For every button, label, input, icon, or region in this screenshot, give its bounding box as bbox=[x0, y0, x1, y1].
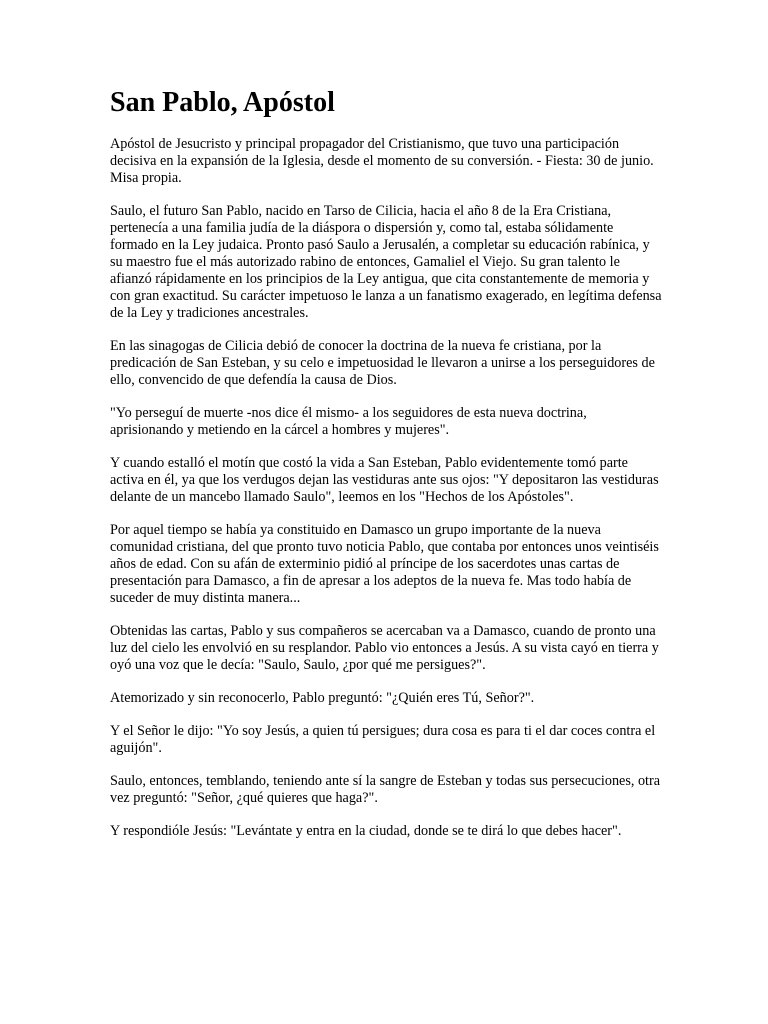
paragraph-esteban: Y cuando estalló el motín que costó la vida a San Esteban, Pablo evidentemente tomó parte activa en él, ya que los verdugos dejan las vestiduras ante sus ojos: "Y depositaron las vestiduras delante de un mancebo llamado Saulo", leemos en los "Hechos de los Apóstoles". bbox=[110, 455, 659, 505]
paragraph-synagogues: En las sinagogas de Cilicia debió de conocer la doctrina de la nueva fe cristiana, por la predicación de San Esteban, y su celo e impetuosidad le llevaron a unirse a los perseguidores de ello, convencido de que defendía la causa de Dios. bbox=[110, 338, 655, 388]
document-page bbox=[110, 86, 662, 856]
paragraph-intro: Apóstol de Jesucristo y principal propagador del Cristianismo, que tuvo una participación decisiva en la expansión de la Iglesia, desde el momento de su conversión. - Fiesta: 30 de junio. Misa propia. bbox=[110, 136, 654, 186]
paragraph-final-reply: Y respondióle Jesús: "Levántate y entra en la ciudad, donde se te dirá lo que debes hacer". bbox=[110, 823, 622, 839]
paragraph-conversion: Obtenidas las cartas, Pablo y sus compañeros se acercaban va a Damasco, cuando de pronto una luz del cielo les envolvió en su resplandor. Pablo vio entonces a Jesús. A su vista cayó en tierra y oyó una voz que le decía: "Saulo, Saulo, ¿por qué me persigues?". bbox=[110, 623, 659, 673]
paragraph-question: Atemorizado y sin reconocerlo, Pablo preguntó: "¿Quién eres Tú, Señor?". bbox=[110, 690, 535, 706]
paragraph-damasco: Por aquel tiempo se había ya constituido en Damasco un grupo importante de la nueva comunidad cristiana, del que pronto tuvo noticia Pablo, que contaba por entonces unos veintiséis años de edad. Con su afán de exterminio pidió al príncipe de los sacerdotes unas cartas de presentación para Damasco, a fin de apresar a los adeptos de la nueva fe. Mas todo había de suceder de muy distinta manera... bbox=[110, 522, 659, 606]
paragraph-lord-reply: Y el Señor le dijo: "Yo soy Jesús, a quien tú persigues; dura cosa es para ti el dar coces contra el aguijón". bbox=[110, 723, 656, 756]
paragraph-second-question: Saulo, entonces, temblando, teniendo ante sí la sangre de Esteban y todas sus persecuciones, otra vez preguntó: "Señor, ¿qué quieres que haga?". bbox=[110, 773, 661, 806]
paragraph-saulo-origins: Saulo, el futuro San Pablo, nacido en Tarso de Cilicia, hacia el año 8 de la Era Cristiana, pertenecía a una familia judía de la diáspora o dispersión y, como tal, estaba sólidamente formado en la Ley judaica. Pronto pasó Saulo a Jerusalén, a completar su educación rabínica, y su maestro fue el más autorizado rabino de entonces, Gamaliel el Viejo. Su gran talento le afianzó rápidamente en los principios de la Ley antigua, que cita constantemente de memoria y con gran exactitud. Su carácter impetuoso le lanza a un fanatismo exagerado, en legítima defensa de la Ley y tradiciones ancestrales. bbox=[110, 203, 662, 321]
page-title: San Pablo, Apóstol bbox=[110, 87, 335, 118]
paragraph-quote-persecution: "Yo perseguí de muerte -nos dice él mismo- a los seguidores de esta nueva doctrina, aprisionando y metiendo en la cárcel a hombres y mujeres". bbox=[110, 405, 587, 438]
